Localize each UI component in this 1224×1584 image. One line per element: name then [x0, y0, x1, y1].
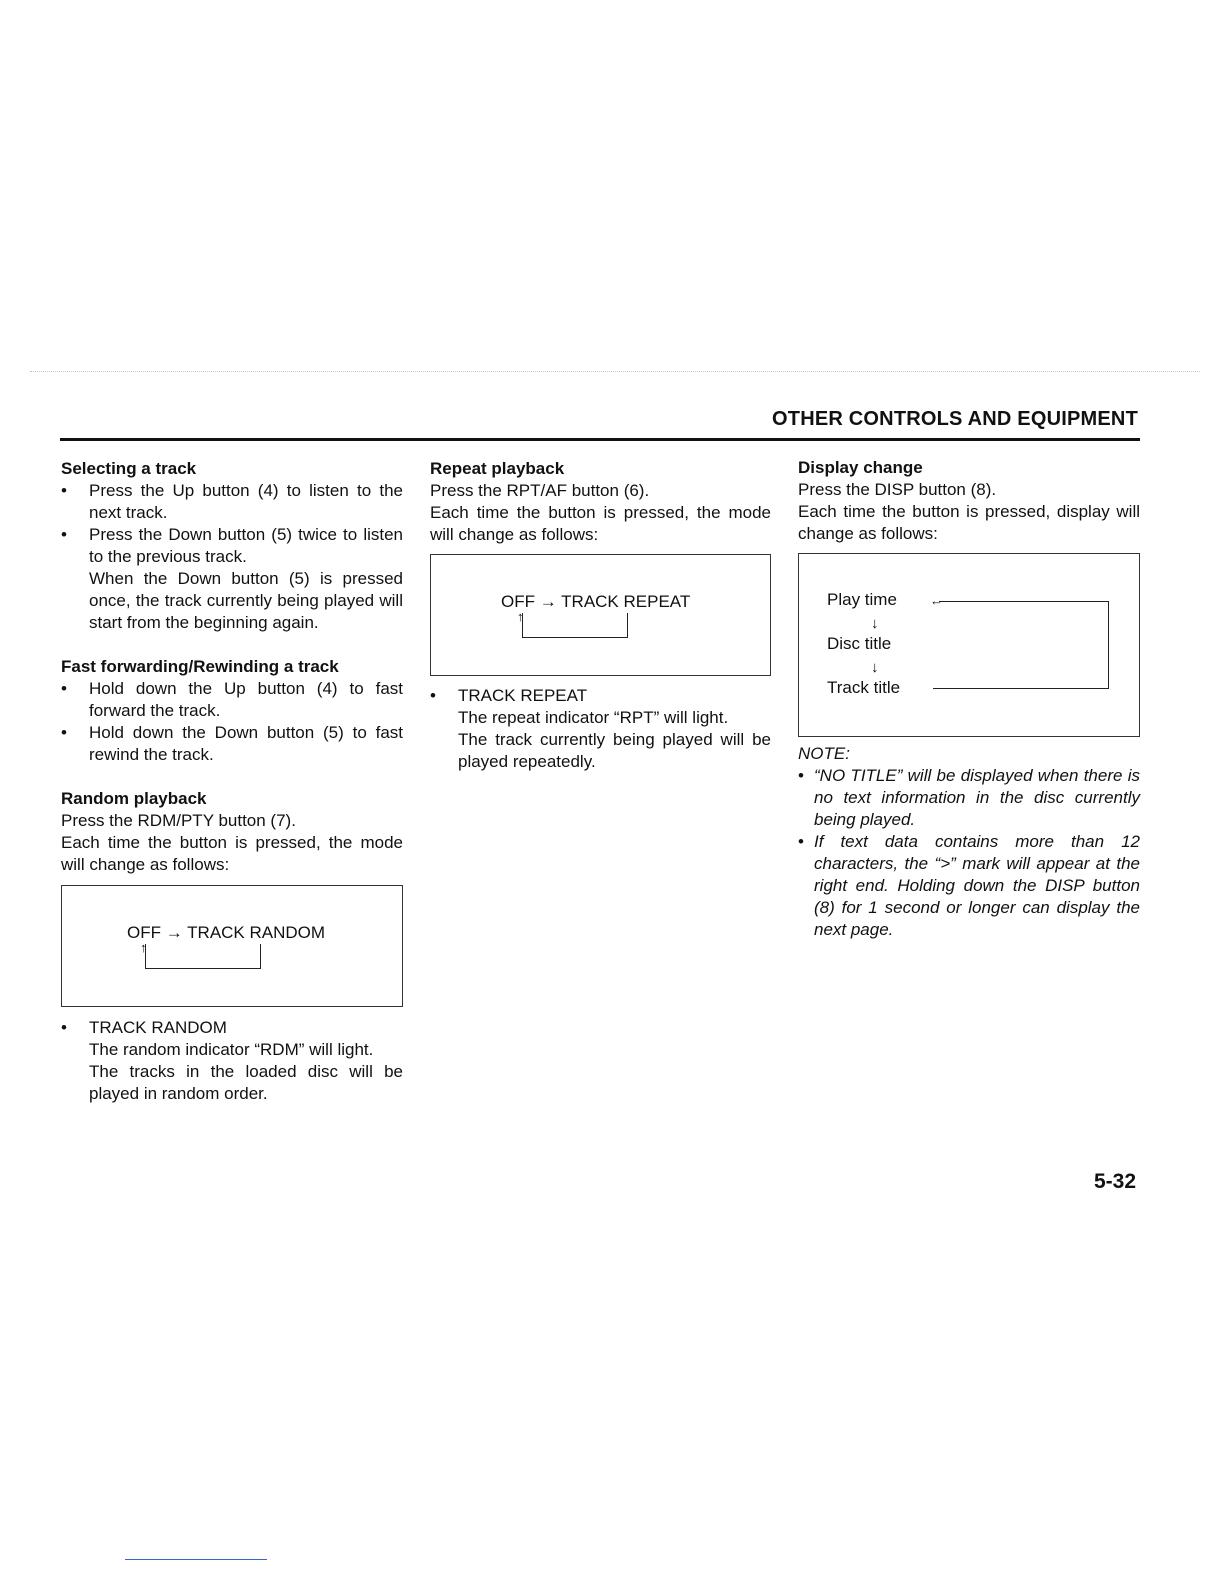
heading-random-playback: Random playback: [61, 789, 207, 808]
heading-repeat-playback: Repeat playback: [430, 459, 565, 478]
heading-selecting-track: Selecting a track: [61, 459, 197, 478]
mode-off-label: OFF: [127, 923, 161, 942]
repeat-mode-description: Each time the button is pressed, the mode will change as follows:: [430, 503, 771, 544]
repeat-instruction: Press the RPT/AF button (6).: [430, 481, 650, 500]
mode-name: TRACK REPEAT: [458, 686, 588, 705]
display-mode-diagram: [798, 553, 1140, 737]
display-instruction: Press the DISP button (8).: [798, 480, 997, 499]
note-label: NOTE:: [798, 744, 850, 763]
page-number: 5-32: [1094, 1170, 1137, 1193]
return-line: [1108, 601, 1109, 689]
list-item: [430, 685, 771, 773]
random-mode-description: Each time the button is pressed, the mode will change as follows:: [61, 833, 403, 874]
mode-behavior-text: The track currently being played will be played repeatedly.: [458, 730, 771, 771]
footer-line: [125, 1559, 267, 1560]
random-mode-list: [61, 1017, 403, 1105]
list-item-subtext: When the Down button (5) is pressed once, the track currently being played will start from the beginning again.: [89, 569, 403, 632]
left-arrow-icon: ←: [930, 593, 943, 608]
return-line: [939, 601, 1109, 602]
note-item: • “NO TITLE” will be displayed when there is no text information in the disc currently being played.: [798, 765, 1140, 831]
list-item: • Hold down the Up button (4) to fast forward the track.: [61, 678, 403, 722]
mode-indicator-text: The random indicator “RDM” will light.: [89, 1040, 374, 1059]
mode-behavior-text: The tracks in the loaded disc will be played in random order.: [89, 1062, 403, 1103]
mode-off-label: OFF: [501, 592, 535, 611]
display-mode-description: Each time the button is pressed, display will change as follows:: [798, 502, 1140, 543]
mode-track-random-label: TRACK RANDOM: [187, 923, 326, 942]
list-item-text: Press the Down button (5) twice to listen to the previous track.: [89, 525, 403, 566]
section-title: OTHER CONTROLS AND EQUIPMENT: [772, 408, 1138, 430]
display-item-play-time: Play time: [827, 590, 897, 609]
scan-artifact-line: [30, 371, 1200, 373]
right-arrow-icon: →: [539, 592, 557, 611]
mode-track-repeat-label: TRACK REPEAT: [561, 592, 691, 611]
mode-indicator-text: The repeat indicator “RPT” will light.: [458, 708, 729, 727]
column-middle: [430, 458, 771, 773]
down-arrow-icon: ↓: [871, 615, 879, 632]
display-item-track-title: Track title: [827, 678, 901, 697]
header-rule: [60, 438, 1140, 441]
loop-connector: [522, 613, 628, 638]
note-item: • If text data contains more than 12 characters, the “>” mark will appear at the right end. Holding down the DISP button (8) for 1 second or longer can display the next page.: [798, 831, 1140, 941]
up-arrow-icon: ↑: [140, 940, 147, 955]
column-right: [798, 457, 1140, 941]
up-arrow-icon: ↑: [517, 609, 524, 624]
random-mode-diagram: [61, 885, 403, 1007]
heading-fast-forwarding: Fast forwarding/Rewinding a track: [61, 657, 339, 676]
repeat-mode-flow: [501, 591, 690, 613]
fast-forwarding-list: [61, 678, 403, 766]
list-item: [61, 1017, 403, 1105]
display-item-disc-title: Disc title: [827, 634, 892, 653]
column-left: [61, 458, 403, 1105]
down-arrow-icon: ↓: [871, 659, 879, 676]
random-mode-flow: [127, 922, 325, 944]
list-item: [61, 524, 403, 634]
mode-name: TRACK RANDOM: [89, 1018, 227, 1037]
random-instruction: Press the RDM/PTY button (7).: [61, 811, 296, 830]
heading-display-change: Display change: [798, 458, 923, 477]
repeat-mode-diagram: [430, 554, 771, 676]
list-item: • Hold down the Down button (5) to fast rewind the track.: [61, 722, 403, 766]
loop-connector: [145, 944, 261, 969]
return-line: [933, 688, 1109, 689]
repeat-mode-list: [430, 685, 771, 773]
note-list: [798, 765, 1140, 941]
right-arrow-icon: →: [165, 923, 183, 942]
selecting-track-list: [61, 480, 403, 634]
list-item: • Press the Up button (4) to listen to the next track.: [61, 480, 403, 524]
